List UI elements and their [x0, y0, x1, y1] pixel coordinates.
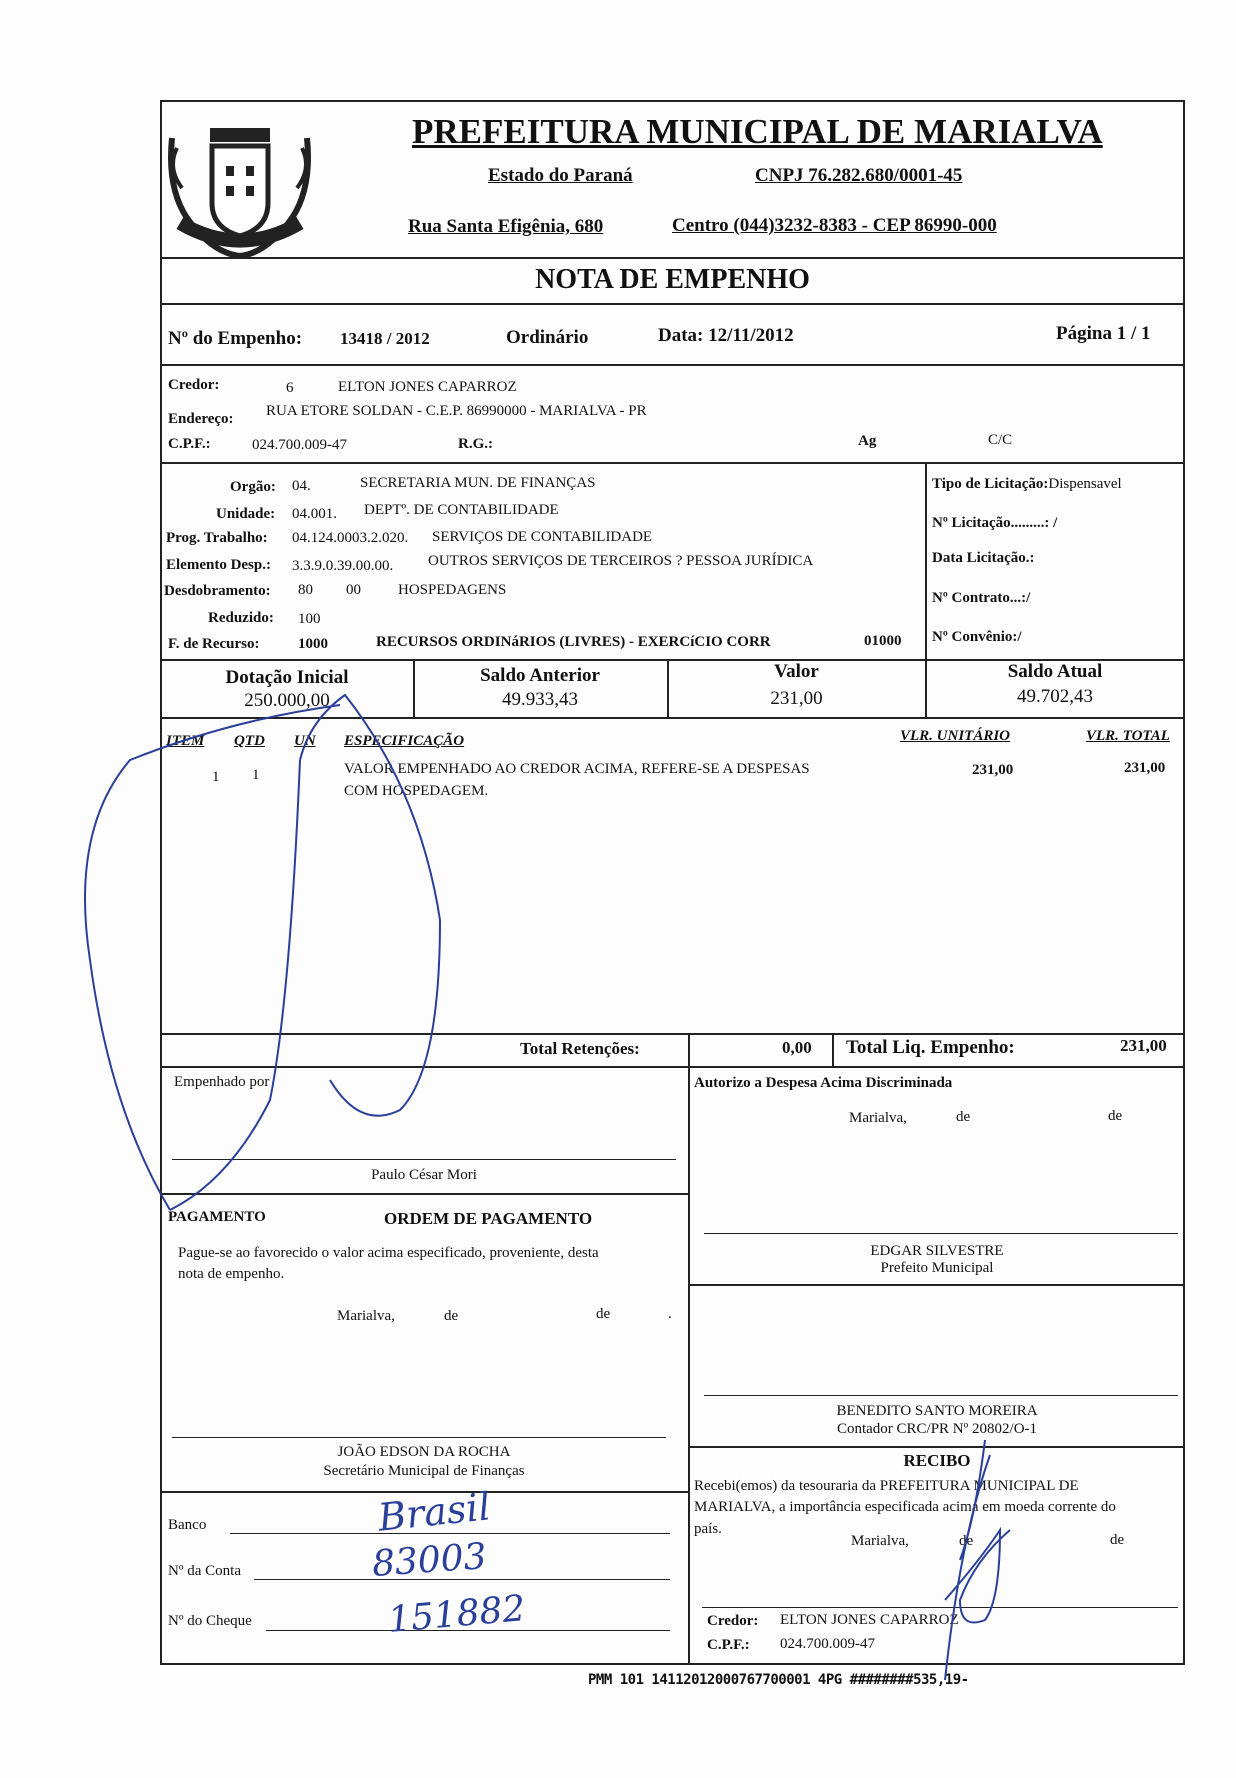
cc-label: C/C: [988, 432, 1013, 448]
saldo-atual-label: Saldo Atual: [1007, 661, 1103, 682]
recibo-cpf: 024.700.009-47: [780, 1636, 875, 1652]
col-un: UN: [294, 733, 316, 749]
item-unit-value: 231,00: [972, 762, 1014, 778]
conta-label: Nº da Conta: [168, 1563, 241, 1579]
page-number: Página 1 / 1: [1056, 323, 1151, 344]
cpf-label: C.P.F.:: [168, 436, 211, 452]
banco-label: Banco: [168, 1517, 207, 1533]
credor-code: 6: [286, 380, 294, 396]
col-item: ITEM: [166, 733, 205, 749]
contador-name: BENEDITO SANTO MOREIRA: [836, 1403, 1038, 1419]
recibo-place: Marialva,: [851, 1533, 909, 1549]
item-number: 1: [212, 769, 220, 785]
saldo-atual-value: 49.702,43: [1017, 686, 1093, 707]
item-qtd: 1: [252, 767, 260, 783]
unidade-code: 04.001.: [292, 506, 337, 522]
address-label: Endereço:: [168, 411, 234, 427]
orgao-label: Orgão:: [230, 479, 276, 495]
prog-name: SERVIÇOS DE CONTABILIDADE: [432, 529, 653, 545]
licitacao-tipo-label: Tipo de Licitação:: [932, 476, 1049, 492]
recibo-credor-name: ELTON JONES CAPARROZ: [780, 1612, 959, 1628]
elemento-label: Elemento Desp.:: [166, 557, 271, 573]
cheque-label: Nº do Cheque: [168, 1613, 252, 1629]
contrato-number: Nº Contrato...:/: [932, 590, 1031, 606]
rg-label: R.G.:: [458, 436, 493, 452]
unidade-label: Unidade:: [216, 506, 276, 522]
col-qtd: QTD: [234, 733, 265, 749]
empenho-date: Data: 12/11/2012: [658, 325, 794, 346]
recibo-de2: de: [1110, 1532, 1125, 1548]
col-especificacao: ESPECIFICAÇÃO: [344, 733, 465, 749]
header-cnpj: CNPJ 76.282.680/0001-45: [755, 165, 963, 186]
item-total-value: 231,00: [1124, 760, 1166, 776]
retencoes-label: Total Retenções:: [520, 1039, 640, 1058]
header-contact: Centro (044)3232-8383 - CEP 86990-000: [672, 215, 997, 236]
pagamento-label: PAGAMENTO: [168, 1209, 266, 1225]
prog-code: 04.124.0003.2.020.: [292, 530, 409, 546]
ag-label: Ag: [858, 433, 877, 449]
pague-line1: Pague-se ao favorecido o valor acima especificado, proveniente, desta: [178, 1245, 599, 1261]
recurso-name: RECURSOS ORDINáRIOS (LIVRES) - EXERCíCIO CORR: [376, 634, 771, 650]
prefeito-name: EDGAR SILVESTRE: [870, 1243, 1004, 1259]
desdobramento-label: Desdobramento:: [164, 583, 271, 599]
empenho-number: 13418 / 2012: [340, 329, 430, 348]
recurso-code: 1000: [298, 636, 328, 652]
reduzido-label: Reduzido:: [208, 610, 274, 626]
left-de1: de: [444, 1308, 459, 1324]
elemento-code: 3.3.9.0.39.00.00.: [292, 558, 394, 574]
right-de2: de: [1108, 1108, 1123, 1124]
pen-loop-stroke: [85, 695, 440, 1210]
secretario-name: JOÃO EDSON DA ROCHA: [337, 1444, 511, 1460]
banco-handwritten: Brasil: [376, 1484, 493, 1540]
elemento-name: OUTROS SERVIÇOS DE TERCEIROS ? PESSOA JURÍDICA: [428, 553, 814, 569]
unidade-name: DEPTº. DE CONTABILIDADE: [364, 502, 559, 518]
recurso-number: 01000: [864, 633, 902, 649]
desdobramento-b: 00: [346, 582, 361, 598]
recibo-line3: país.: [694, 1521, 722, 1537]
licitacao-tipo-value: Dispensavel: [1048, 476, 1122, 492]
valor-value: 231,00: [770, 688, 823, 709]
secretario-title: Secretário Municipal de Finanças: [323, 1463, 525, 1479]
footer-code: PMM 101 14112012000767700001 4PG ########535,19-: [588, 1672, 969, 1688]
desdobramento-a: 80: [298, 582, 313, 598]
recibo-cpf-label: C.P.F.:: [707, 1637, 750, 1653]
credor-name: ELTON JONES CAPARROZ: [338, 379, 517, 395]
col-vlr-total: VLR. TOTAL: [1086, 728, 1170, 744]
recibo-title: RECIBO: [903, 1451, 971, 1470]
recibo-de1: de: [959, 1533, 974, 1549]
left-dot: .: [668, 1306, 672, 1322]
ordem-pagamento-title: ORDEM DE PAGAMENTO: [384, 1209, 593, 1228]
header-title: PREFEITURA MUNICIPAL DE MARIALVA: [412, 112, 1103, 151]
conta-handwritten: 83003: [370, 1536, 488, 1585]
empenhado-signer: Paulo César Mori: [371, 1167, 477, 1183]
contador-title: Contador CRC/PR Nº 20802/O-1: [836, 1421, 1038, 1437]
credor-address: RUA ETORE SOLDAN - C.E.P. 86990000 - MARIALVA - PR: [266, 403, 647, 419]
licitacao-data: Data Licitação.:: [932, 550, 1035, 566]
autorizo-label: Autorizo a Despesa Acima Discriminada: [694, 1075, 953, 1091]
left-place: Marialva,: [337, 1308, 395, 1324]
doc-title: NOTA DE EMPENHO: [535, 264, 810, 295]
recurso-label: F. de Recurso:: [168, 636, 260, 652]
licitacao-numero: Nº Licitação.........: /: [932, 515, 1058, 531]
col-vlr-unitario: VLR. UNITÁRIO: [900, 728, 1011, 744]
saldo-anterior-value: 49.933,43: [502, 689, 578, 710]
orgao-name: SECRETARIA MUN. DE FINANÇAS: [360, 475, 596, 491]
reduzido-value: 100: [298, 611, 321, 627]
convenio-number: Nº Convênio:/: [932, 629, 1022, 645]
liquido-label: Total Liq. Empenho:: [846, 1037, 1015, 1058]
empenhado-por-label: Empenhado por: [174, 1074, 270, 1090]
dotacao-inicial-value: 250.000,00: [244, 690, 330, 711]
credor-label: Credor:: [168, 377, 220, 393]
prog-label: Prog. Trabalho:: [166, 530, 268, 546]
credor-cpf: 024.700.009-47: [252, 437, 347, 453]
right-de1: de: [956, 1109, 971, 1125]
orgao-code: 04.: [292, 478, 311, 494]
prefeito-title: Prefeito Municipal: [880, 1260, 994, 1276]
retencoes-value: 0,00: [782, 1038, 812, 1057]
item-description-line1: VALOR EMPENHADO AO CREDOR ACIMA, REFERE-SE A DESPESAS: [344, 761, 810, 777]
recibo-credor-label: Credor:: [707, 1613, 759, 1629]
recibo-line1: Recebi(emos) da tesouraria da PREFEITURA MUNICIPAL DE: [694, 1478, 1079, 1494]
header-street: Rua Santa Efigênia, 680: [408, 216, 604, 237]
empenho-type: Ordinário: [506, 327, 589, 348]
liquido-value: 231,00: [1120, 1036, 1167, 1055]
left-de2: de: [596, 1306, 611, 1322]
right-place: Marialva,: [849, 1110, 907, 1126]
dotacao-inicial-label: Dotação Inicial: [225, 667, 349, 688]
saldo-anterior-label: Saldo Anterior: [480, 665, 600, 686]
recibo-line2: MARIALVA, a importância especificada acima em moeda corrente do: [694, 1499, 1116, 1515]
empenho-label: Nº do Empenho:: [168, 328, 303, 349]
pague-line2: nota de empenho.: [178, 1266, 285, 1282]
recibo-signature-stroke: [945, 1440, 1010, 1680]
header-state: Estado do Paraná: [488, 165, 633, 186]
item-description-line2: COM HOSPEDAGEM.: [344, 783, 489, 799]
cheque-handwritten: 151882: [386, 1588, 527, 1641]
valor-label: Valor: [774, 661, 819, 682]
desdobramento-name: HOSPEDAGENS: [398, 582, 507, 598]
